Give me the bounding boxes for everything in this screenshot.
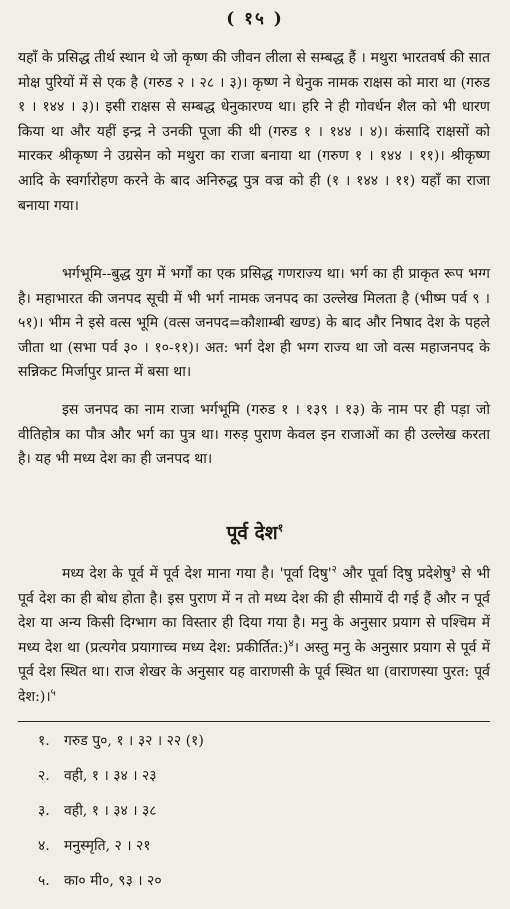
footnote-divider	[18, 721, 490, 722]
paragraph-purva-desh	[18, 562, 490, 710]
paragraph-text	[18, 562, 490, 710]
footnote-number: ५.	[38, 873, 50, 889]
footnote-item	[38, 871, 162, 891]
paragraph-text: भर्गभूमि--बुद्ध युग में भर्गों का एक प्रसिद्ध गणराज्य था। भर्ग का ही प्राकृत रूप भग्ग है। महाभारत की जनपद सूची में भी भर्ग नामक जनपद का उल्लेख मिलता है (भीष्म पर्व ९ । ५१)। भीम ने इसे वत्स भूमि (वत्स जनपद=कौशाम्बी खण्ड) के बाद और निषाद देश के पहले जीता था (सभा पर्व ३० । १०-११)। अत: भर्ग देश ही भग्ग राज्य था जो वत्स महाजनपद के सन्निकट मिर्जापुर प्रान्त में बसा था।	[18, 266, 490, 381]
paragraph-text: यहाँ के प्रसिद्ध तीर्थ स्थान थे जो कृष्ण की जीवन लीला से सम्बद्ध हैं । मथुरा भारतवर्ष की सात मोक्ष पुरियों में से एक है (गरुड २ । २८ । ३)। कृष्ण ने धेनुक नामक राक्षस को मारा था (गरुड १ । १४४ । ३)। इसी राक्षस से सम्बद्ध धेनुकारण्य था। हरि ने ही गोवर्धन शैल को भी धारण किया था और यहीं इन्द्र ने उनकी पूजा की थी (गरुड १ । १४४ । ४)। कंसादि राक्षसों को मारकर श्रीकृष्ण ने उग्रसेन को मथुरा का राजा बनाया था (गरुण १ । १४४ । ११)। श्रीकृष्ण आदि के स्वर्गारोहण करने के बाद अनिरुद्ध पुत्र वज्र को ही (१ । १४४ । ११) यहाँ का राजा बनाया गया।	[18, 50, 490, 214]
paragraph-janapada	[18, 398, 490, 472]
footnote-text: वही, १ । ३४ । ३८	[64, 803, 157, 819]
paragraph-mathura	[18, 46, 490, 218]
footnote-text: वही, १ । ३४ । २३	[64, 768, 157, 784]
footnote-text: मनुस्मृति, २ । २१	[64, 838, 151, 854]
footnote-number: १.	[38, 733, 50, 749]
footnote-item	[38, 836, 151, 856]
text-run: से भी पूर्व देश का ही बोध होता है। इस पुराण में न तो मध्य देश की ही सीमायें दी गई हैं और न पूर्व देश या अन्य किसी दिग्भाग का विस्तार ही दिया गया है। मनु के अनुसार प्रयाग से पश्चिम में मध्य देश था (प्रत्यगेव प्रयागाच्च मध्य देश: प्रकीर्तित:)	[18, 566, 491, 656]
text-run: और पूर्वा दिषु प्रदेशेषु	[336, 566, 451, 582]
page-number: ( १५ )	[226, 9, 284, 29]
footnote-mark: ४	[288, 638, 294, 650]
footnote-mark: ३	[450, 564, 457, 576]
footnote-mark: २	[331, 564, 337, 576]
paragraph-text: इस जनपद का नाम राजा भर्गभूमि (गरुड १ । १३९ । १३) के नाम पर ही पड़ा जो वीतिहोत्र का पौत्र और भर्ग का पुत्र था। गरुड़ पुराण केवल इन राजाओं का ही उल्लेख करता है। यह भी मध्य देश का ही जनपद था।	[18, 402, 490, 468]
footnote-mark: १	[277, 521, 284, 535]
footnote-mark: ५	[50, 687, 56, 699]
footnote-number: ३.	[38, 803, 50, 819]
footnote-item	[38, 731, 204, 751]
text-run: । अस्तु मनु के अनुसार प्रयाग से पूर्व में पूर्व देश स्थित था। राज शेखर के अनुसार यह वाराणसी के पूर्व स्थित था (वाराणस्या पुरत: पूर्व देश:)।	[18, 639, 490, 705]
footnote-item	[38, 801, 157, 821]
footnote-number: २.	[38, 768, 50, 784]
section-heading	[0, 519, 510, 545]
section-heading-text: पूर्व देश	[226, 522, 278, 544]
footnote-text: का० मी०, ९३ । २०	[64, 873, 162, 889]
text-run: मध्य देश के पूर्व में पूर्व देश माना गया है। 'पूर्वा दिषु'	[62, 566, 332, 582]
footnote-text: गरुड पु०, १ । ३२ । २२ (१)	[64, 733, 204, 749]
paragraph-bhargabhumi	[18, 262, 490, 385]
footnote-item	[38, 766, 157, 786]
footnote-number: ४.	[38, 838, 50, 854]
